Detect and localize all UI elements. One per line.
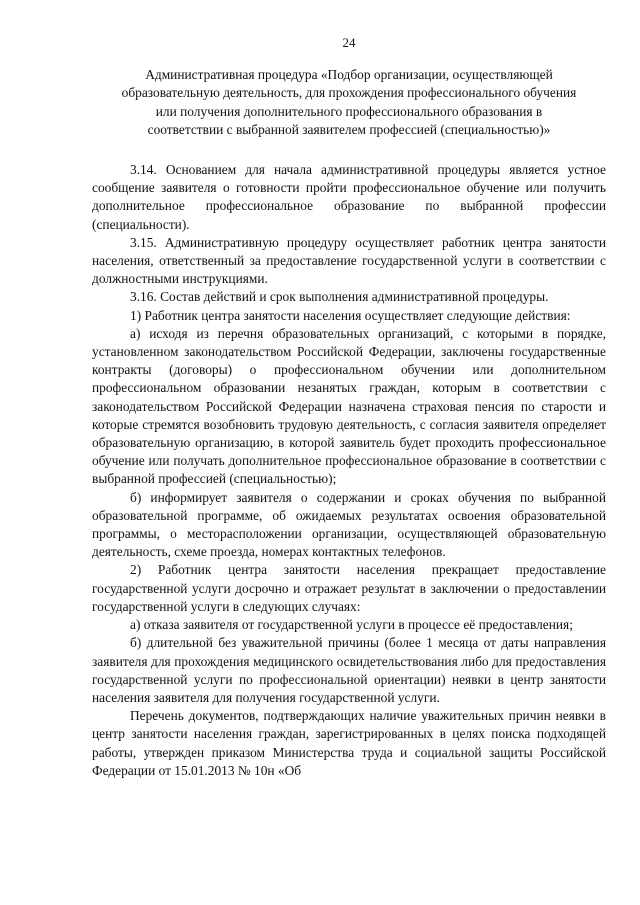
paragraph-3-14: 3.14. Основанием для начала административной процедуры является устное сообщение заявителя о готовности пройти профессиональное обучение или получить дополнительное профессиональное образование по выбранной профессии (специальности). (92, 162, 606, 232)
paragraph-3-15: 3.15. Административную процедуру осуществляет работник центра занятости населения, ответственный за предоставление государственной услуги в соответствии с должностными инструкциями. (92, 234, 606, 287)
section-title-line: образовательную деятельность, для прохождения профессионального обучения (121, 85, 577, 101)
paragraph-item-1b: б) информирует заявителя о содержании и сроках обучения по выбранной образовательной программе, об ожидаемых результатах освоения образовательной программы, о месторасположении организации, осуществляющей образовательную деятельность, схеме проезда, номерах контактных телефонов. (92, 489, 606, 560)
paragraph-3-16: 3.16. Состав действий и срок выполнения административной процедуры. (130, 289, 549, 305)
paragraph-item-1: 1) Работник центра занятости населения осуществляет следующие действия: (130, 307, 571, 323)
page-number: 24 (342, 35, 356, 50)
paragraph-item-2: 2) Работник центра занятости населения прекращает предоставление государственной услуги досрочно и отражает результат в заключении о предоставлении государственной услуги в следующих случаях: (92, 562, 606, 614)
section-title-line: Административная процедура «Подбор организации, осуществляющей (145, 67, 553, 83)
section-title-line: или получения дополнительного профессионального образования в (155, 103, 543, 119)
paragraph-item-2b: б) длительной без уважительной причины (более 1 месяца от даты направления заявителя для прохождения медицинского освидетельствования либо для предоставления государственной услуги по профессиональной ориентации) неявки в центр занятости населения заявителя для получения государственной услуги. (92, 635, 606, 705)
paragraph-item-1a: а) исходя из перечня образовательных организаций, с которыми в порядке, установленном законодательством Российской Федерации, заключены государственные контракты (договоры) о профессиональном обучении или дополнительном профессиональном образовании незанятых граждан, которым в соответствии с законодательством Российской Федерации назначена страховая пенсия по старости и которые стремятся возобновить трудовую деятельность, с согласия заявителя определяет образовательную организацию, в которой заявитель будет проходить профессиональное обучение или получать дополнительное профессиональное образование в соответствии с выбранной профессией (специальностью); (92, 325, 606, 487)
paragraph-documents-list: Перечень документов, подтверждающих наличие уважительных причин неявки в центр занятости населения граждан, зарегистрированных в целях поиска подходящей работы, утвержден приказом Министерства труда и социальной защиты Российской Федерации от 15.01.2013 № 10н «Об (92, 708, 606, 778)
section-title-line: соответствии с выбранной заявителем профессией (специальностью)» (147, 121, 551, 137)
section-title (92, 66, 606, 139)
paragraph-item-2a: а) отказа заявителя от государственной услуги в процессе её предоставления; (130, 617, 573, 633)
